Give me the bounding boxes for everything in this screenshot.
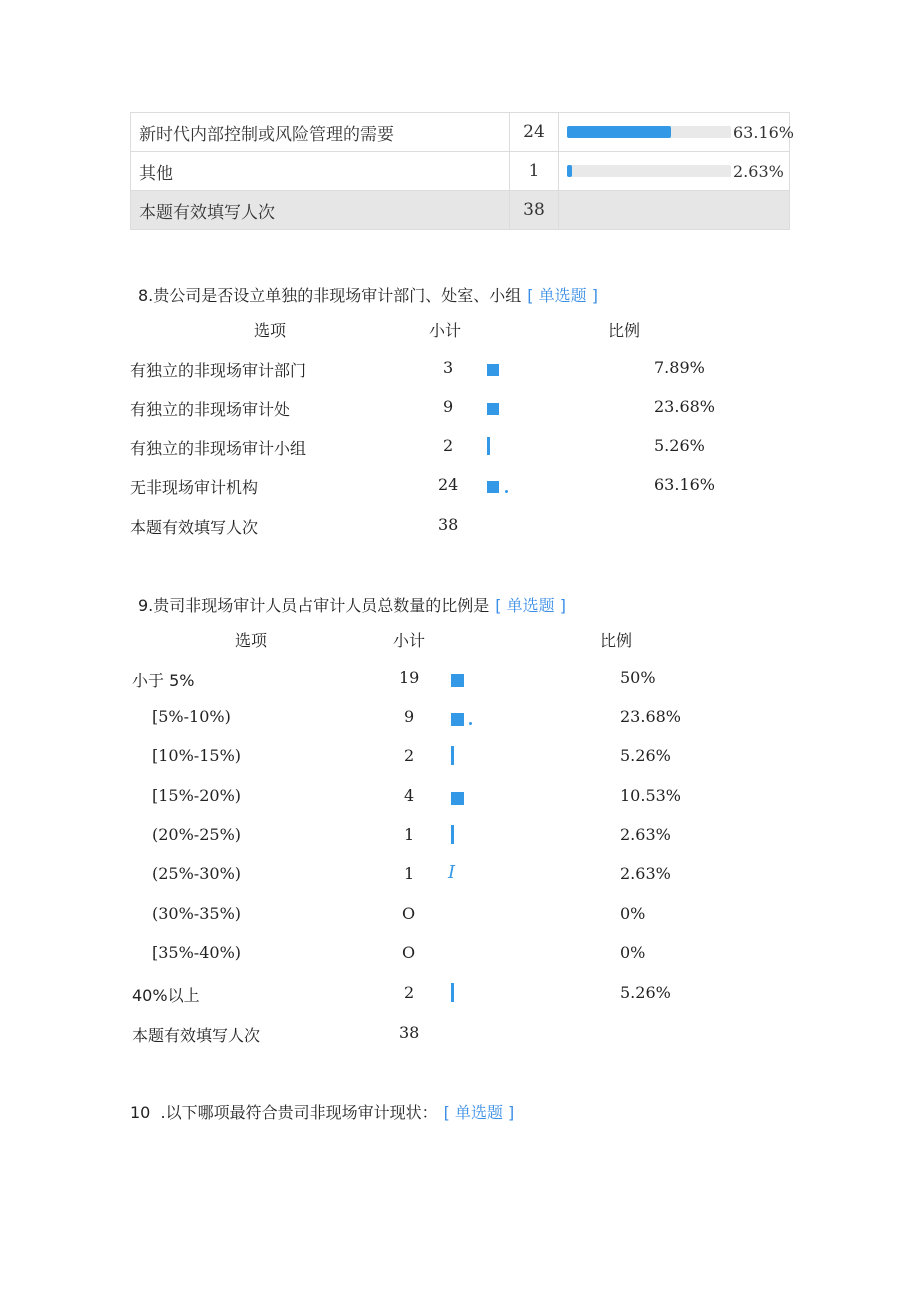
question-title [138,283,598,306]
question-title-text: 8.贵公司是否设立单独的非现场审计部门、处室、小组 [138,286,522,305]
option-label: (25%-30%) [152,864,242,883]
option-label: [10%-15%) [152,746,242,765]
total-label: 本题有效填写人次 [132,1026,261,1045]
header-ratio: 比例 [600,631,633,650]
header-ratio: 比例 [608,321,641,340]
option-label: [5%-10%) [152,707,231,726]
ratio-bar [487,403,499,415]
option-percent: 2.63% [620,825,671,844]
option-percent: 63.16% [733,123,795,142]
option-count: 9 [404,707,415,726]
option-label: (30%-35%) [152,904,242,923]
question-type-link[interactable]: [ 单选题 ] [443,1103,515,1122]
total-count: 38 [438,515,459,534]
question-type-link[interactable]: [ 单选题 ] [527,286,598,305]
option-percent: 23.68% [654,397,716,416]
progress-fill [567,165,572,177]
option-percent: 0% [620,904,646,923]
option-label: 有独立的非现场审计处 [130,400,291,419]
option-label: (20%-25%) [152,825,242,844]
option-count: 24 [510,113,559,152]
option-percent: 5.26% [620,746,671,765]
option-count: 2 [404,983,415,1002]
option-count: 1 [404,864,415,883]
ratio-bar [487,481,499,493]
total-count: 38 [510,191,559,230]
option-label: [15%-20%) [152,786,242,805]
ratio-bar-dot [505,490,508,493]
option-count: 24 [438,475,459,494]
option-percent: 5.26% [654,436,705,455]
option-count: O [402,943,416,962]
option-count: 1 [404,825,415,844]
progress-track [567,165,731,177]
progress-cell [559,113,795,152]
option-count: 2 [404,746,415,765]
table-row [131,152,790,191]
ratio-bar-dot [469,722,472,725]
option-label: 其他 [131,152,510,191]
header-option: 选项 [235,631,268,650]
option-count: 9 [443,397,454,416]
option-count: 4 [404,786,415,805]
option-label: 有独立的非现场审计小组 [130,439,307,458]
total-row [131,191,790,230]
ratio-bar [451,674,464,687]
ratio-bar [451,792,464,805]
option-percent: 0% [620,943,646,962]
option-percent: 63.16% [654,475,716,494]
option-label: 40%以上 [132,986,200,1005]
option-percent: 50% [620,668,656,687]
option-count: 19 [399,668,420,687]
question-title [138,593,566,616]
option-label: [35%-40%) [152,943,242,962]
ratio-bar [451,825,454,844]
option-percent: 2.63% [620,864,671,883]
ratio-bar [451,713,464,726]
q7-result-table [130,112,795,230]
option-label: 有独立的非现场审计部门 [130,361,307,380]
progress-track [567,126,731,138]
ratio-bar [487,437,490,455]
header-count: 小计 [393,631,426,650]
ratio-bar-glyph: I [448,862,456,883]
option-percent: 23.68% [620,707,682,726]
option-percent: 5.26% [620,983,671,1002]
option-label: 小于 5% [132,671,195,690]
header-count: 小计 [429,321,462,340]
total-label: 本题有效填写人次 [130,518,259,537]
ratio-bar [451,983,454,1002]
question-type-link[interactable]: [ 单选题 ] [495,596,566,615]
question-title-text: 9.贵司非现场审计人员占审计人员总数量的比例是 [138,596,490,615]
option-percent: 2.63% [733,162,784,181]
total-count: 38 [399,1023,420,1042]
table-row [131,113,790,152]
option-count: 1 [510,152,559,191]
option-label: 新时代内部控制或风险管理的需要 [131,113,510,152]
ratio-bar [451,746,454,765]
question-title-text: 10 .以下哪项最符合贵司非现场审计现状： [130,1103,438,1122]
header-option: 选项 [254,321,287,340]
option-count: O [402,904,416,923]
total-label: 本题有效填写人次 [131,191,510,230]
option-percent: 7.89% [654,358,705,377]
option-label: 无非现场审计机构 [130,478,259,497]
option-percent: 10.53% [620,786,682,805]
progress-cell [559,152,790,191]
option-count: 3 [443,358,454,377]
progress-fill [567,126,671,138]
ratio-bar [487,364,499,376]
option-count: 2 [443,436,454,455]
question-title [130,1100,514,1123]
